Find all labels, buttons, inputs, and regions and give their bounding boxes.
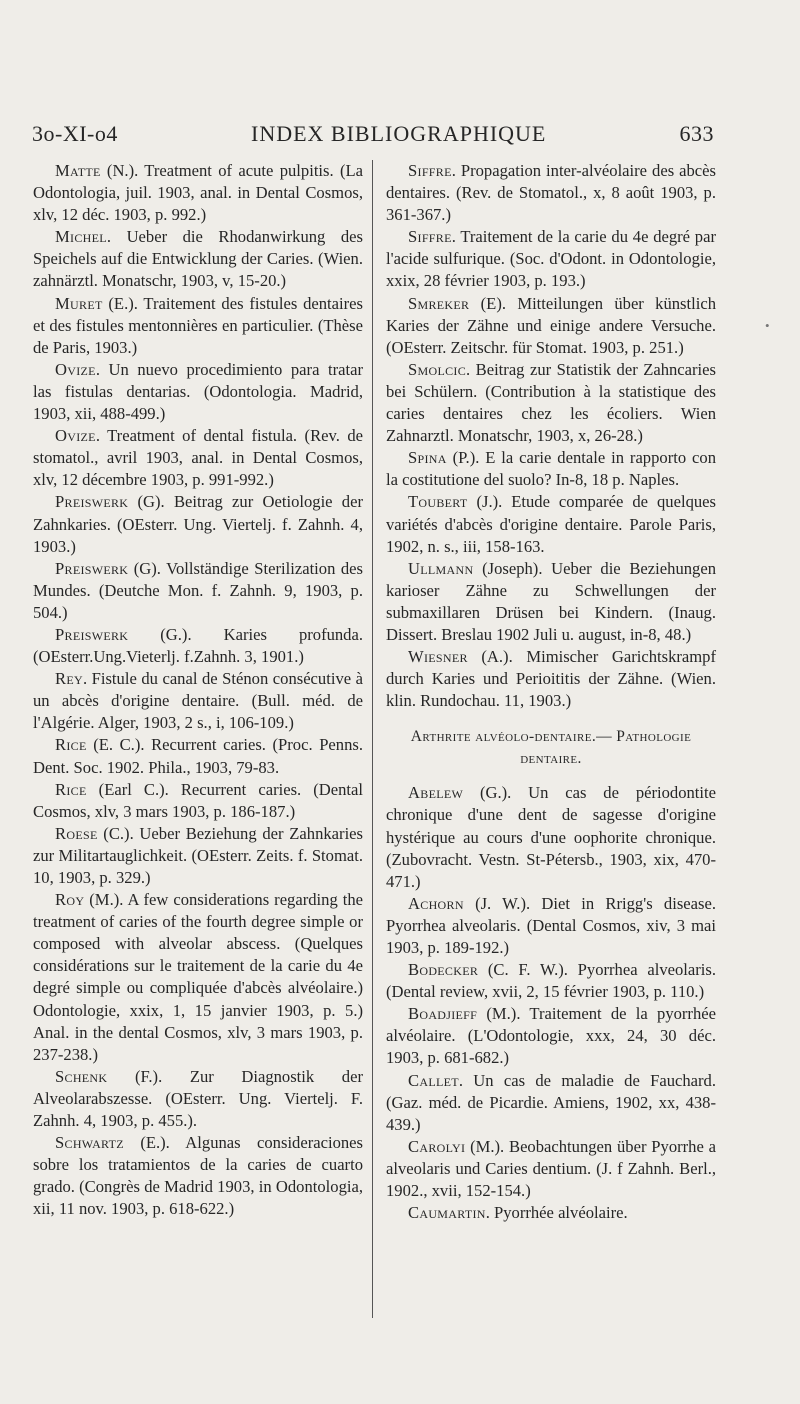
entry-author: Smreker: [408, 293, 470, 313]
bibliography-entry: [386, 1070, 716, 1136]
entry-text: . Ueber die Rhodanwirkung des Speichels auf die Entwicklung der Caries. (Wien. zahnärztl. Monatschr, 1903, v, 15-20.): [33, 227, 363, 291]
entry-text: . Fistule du canal de Sténon consécutive à un abcès d'origine dentaire. (Bull. méd. de l'Algérie. Alger, 1903, 2 s., i, 106-109.): [33, 669, 363, 733]
entry-text: (C.). Ueber Beziehung der Zahnkaries zur Militartauglichkeit. (OEsterr. Zeits. f. Stomat. 10, 1903, p. 329.): [33, 823, 363, 887]
entry-author: Toubert: [408, 492, 468, 512]
entry-author: Rice: [55, 735, 87, 755]
bibliography-entry: [386, 959, 716, 1003]
page-header: [32, 121, 714, 147]
bibliography-entry: [33, 226, 363, 292]
bibliography-entry: [33, 425, 363, 491]
entry-author: Schwartz: [55, 1133, 124, 1153]
entry-author: Caumartin: [408, 1203, 486, 1223]
bibliography-entry: [33, 1066, 363, 1132]
entry-text: (E.). Algunas consideraciones sobre los tratamientos de la caries de cuarto grado. (Congrès de Madrid 1903, in Odontologia, xii, 11 nov. 1903, p. 618-622.): [33, 1133, 363, 1219]
bibliography-entry: [33, 624, 363, 668]
entry-text: (G). Beitrag zur Oetiologie der Zahnkaries. (OEsterr. Ung. Viertelj. f. Zahnh. 4, 1903.): [33, 492, 363, 556]
column-divider: [372, 160, 373, 1318]
entry-text: . Un cas de maladie de Fauchard. (Gaz. méd. de Picardie. Amiens, 1902, xx, 438-439.): [386, 1070, 716, 1134]
entry-author: Ovize: [55, 426, 96, 446]
bibliography-entry: [386, 1136, 716, 1202]
bibliography-entry: [386, 491, 716, 557]
entry-text: . Beitrag zur Statistik der Zahncaries bei Schülern. (Contribution à la statistique des caries dentaires chez les écoliers. Wien Zahnarztl. Monatschr, 1903, x, 26-28.): [386, 359, 716, 446]
entry-text: (P.). E la carie dentale in rapporto con la costitutione del suolo? In-8, 18 p. Naples.: [386, 448, 716, 490]
bibliography-entry: [33, 668, 363, 734]
entry-text: (Earl C.). Recurrent caries. (Dental Cosmos, xlv, 3 mars 1903, p. 186-187.): [33, 779, 363, 821]
bibliography-entry: [386, 1003, 716, 1069]
entry-text: (E. C.). Recurrent caries. (Proc. Penns. Dent. Soc. 1902. Phila., 1903, 79-83.: [33, 735, 363, 777]
entry-text: (M.). A few considerations regarding the treatment of caries of the fourth degree simple or composed with alveolar abscess. (Quelques considérations sur le traitement de la carie du 4e degré simple ou compliquée d'abcès alvéolaire.) Odontologie, xxix, 1, 15 janvier 1903, p. 5.) Anal. in the dental Cosmos, xlv, 3 mars 1903, p. 237-238.): [33, 890, 363, 1064]
entry-author: Bodecker: [408, 960, 479, 980]
bibliography-entry: [33, 779, 363, 823]
entry-text: (A.). Mimischer Garichtskrampf durch Karies und Perioititis der Zähne. (Wien. klin. Rundochau. 11, 1903.): [386, 647, 716, 711]
entry-author: Ullmann: [408, 558, 474, 578]
bibliography-entry: [33, 1132, 363, 1220]
header-title: INDEX BIBLIOGRAPHIQUE: [251, 121, 547, 146]
entry-author: Schenk: [55, 1066, 108, 1086]
entry-text: (E). Mitteilungen über künstlich Karies der Zähne und einige andere Versuche. (OEsterr. Zeitschr. für Stomat. 1903, p. 251.): [386, 293, 716, 357]
right-entries-top: [386, 160, 716, 712]
entry-author: Abelew: [408, 783, 464, 803]
entry-author: Muret: [55, 293, 103, 313]
entry-text: (F.). Zur Diagnostik der Alveolarabszesse. (OEsterr. Ung. Viertelj. F. Zahnh. 4, 1903, p. 455.).: [33, 1066, 363, 1131]
entry-text: (C. F. W.). Pyorrhea alveolaris. (Dental review, xvii, 2, 15 février 1903, p. 110.): [386, 960, 716, 1002]
right-entries-bottom: [386, 782, 716, 1224]
bibliography-entry: [386, 447, 716, 491]
section-heading: Arthrite alvéolo-dentaire.— Pathologie dentaire.: [410, 728, 692, 768]
bibliography-entry: [386, 160, 716, 226]
bibliography-entry: [33, 491, 363, 557]
bibliography-entry: [386, 226, 716, 292]
entry-text: . Pyorrhée alvéolaire.: [485, 1203, 628, 1223]
entry-author: Preiswerk: [55, 558, 129, 578]
entry-text: (J.). Etude comparée de quelques variétés d'abcès d'origine dentaire. Parole Paris, 1902, n. s., iii, 158-163.: [386, 492, 716, 556]
entry-author: Callet: [408, 1070, 459, 1090]
entry-text: (J. W.). Diet in Rrigg's disease. Pyorrhea alveolaris. (Dental Cosmos, xiv, 3 mai 1903, p. 189-192.): [386, 893, 716, 957]
entry-text: . Un nuevo procedimiento para tratar las fistulas dentarias. (Odontologia. Madrid, 1903, xii, 488-499.): [33, 359, 363, 424]
bibliography-entry: [386, 558, 716, 646]
bibliography-entry: [33, 889, 363, 1066]
bibliography-entry: [33, 558, 363, 624]
entry-author: Spina: [408, 448, 447, 468]
entry-author: Rice: [55, 779, 87, 799]
entry-text: (M.). Beobachtungen über Pyorrhe a alveolaris und Caries dentium. (J. f Zahnh. Berl., 1902., xvii, 152-154.): [386, 1136, 716, 1201]
entry-author: Preiswerk: [55, 624, 129, 644]
bibliography-entry: [33, 293, 363, 359]
bibliography-entry: [33, 823, 363, 889]
entry-author: Ovize: [55, 359, 96, 379]
entry-author: Roy: [55, 890, 85, 910]
entry-author: Boadjieff: [408, 1004, 478, 1024]
entry-text: . Treatment of dental fistula. (Rev. de stomatol., avril 1903, anal. in Dental Cosmos, xlv, 12 décembre 1903, p. 991-992.): [33, 426, 363, 490]
bibliography-entry: [386, 293, 716, 359]
bibliography-entry: [386, 782, 716, 892]
entry-author: Achorn: [408, 893, 464, 913]
entry-author: Rey: [55, 669, 83, 689]
bibliography-entry: [33, 734, 363, 778]
entry-author: Siffre: [408, 227, 452, 247]
entry-text: . Propagation inter-alvéolaire des abcès dentaires. (Rev. de Stomatol., x, 8 août 1903, p. 361-367.): [386, 161, 716, 225]
entry-author: Siffre: [408, 161, 452, 180]
entry-text: (E.). Traitement des fistules dentaires et des fistules mentonnières en particulier. (Thèse de Paris, 1903.): [33, 293, 363, 357]
header-date: 3o-XI-o4: [32, 121, 118, 146]
entry-text: (G.). Un cas de périodontite chronique d'une dent de sagesse d'origine hystérique au cours d'une oophorite chronique. (Zubovracht. Vestn. St-Pétersb., 1903, xix, 470-471.): [386, 783, 716, 891]
left-column: [33, 160, 363, 1221]
entry-text: (N.). Treatment of acute pulpitis. (La Odontologia, juil. 1903, anal. in Dental Cosmos, xlv, 12 déc. 1903, p. 992.): [33, 161, 363, 225]
bibliography-entry: [33, 160, 363, 226]
bibliography-entry: [386, 1202, 716, 1224]
bibliography-entry: [386, 646, 716, 712]
page-number: 633: [679, 121, 714, 146]
entry-author: Preiswerk: [55, 492, 129, 512]
entry-author: Wiesner: [408, 647, 468, 667]
bibliography-entry: [386, 359, 716, 447]
entry-text: (Joseph). Ueber die Beziehungen karioser Zähne zu Schwellungen der submaxillaren Drüsen bei Kindern. (Inaug. Dissert. Breslau 1902 Juli u. august, in-8, 48.): [386, 558, 716, 644]
entry-author: Roese: [55, 823, 98, 843]
bibliography-entry: [386, 893, 716, 959]
entry-author: Michel: [55, 227, 107, 247]
entry-author: Matte: [55, 161, 101, 180]
margin-mark: •: [765, 318, 770, 333]
entry-author: Carolyi: [408, 1136, 466, 1156]
entry-text: (M.). Traitement de la pyorrhée alvéolaire. (L'Odontologie, xxx, 24, 30 déc. 1903, p. 681-682.): [386, 1004, 716, 1068]
bibliography-entry: [33, 359, 363, 425]
right-column: [386, 160, 716, 1224]
entry-text: (G.). Karies profunda. (OEsterr.Ung.Vieterlj. f.Zahnh. 3, 1901.): [33, 624, 363, 667]
entry-author: Smolcic: [408, 359, 466, 379]
entry-text: . Traitement de la carie du 4e degré par l'acide sulfurique. (Soc. d'Odont. in Odontologie, xxix, 28 février 1903, p. 193.): [386, 227, 716, 291]
entry-text: (G). Vollständige Sterilization des Mundes. (Deutche Mon. f. Zahnh. 9, 1903, p. 504.): [33, 558, 363, 622]
